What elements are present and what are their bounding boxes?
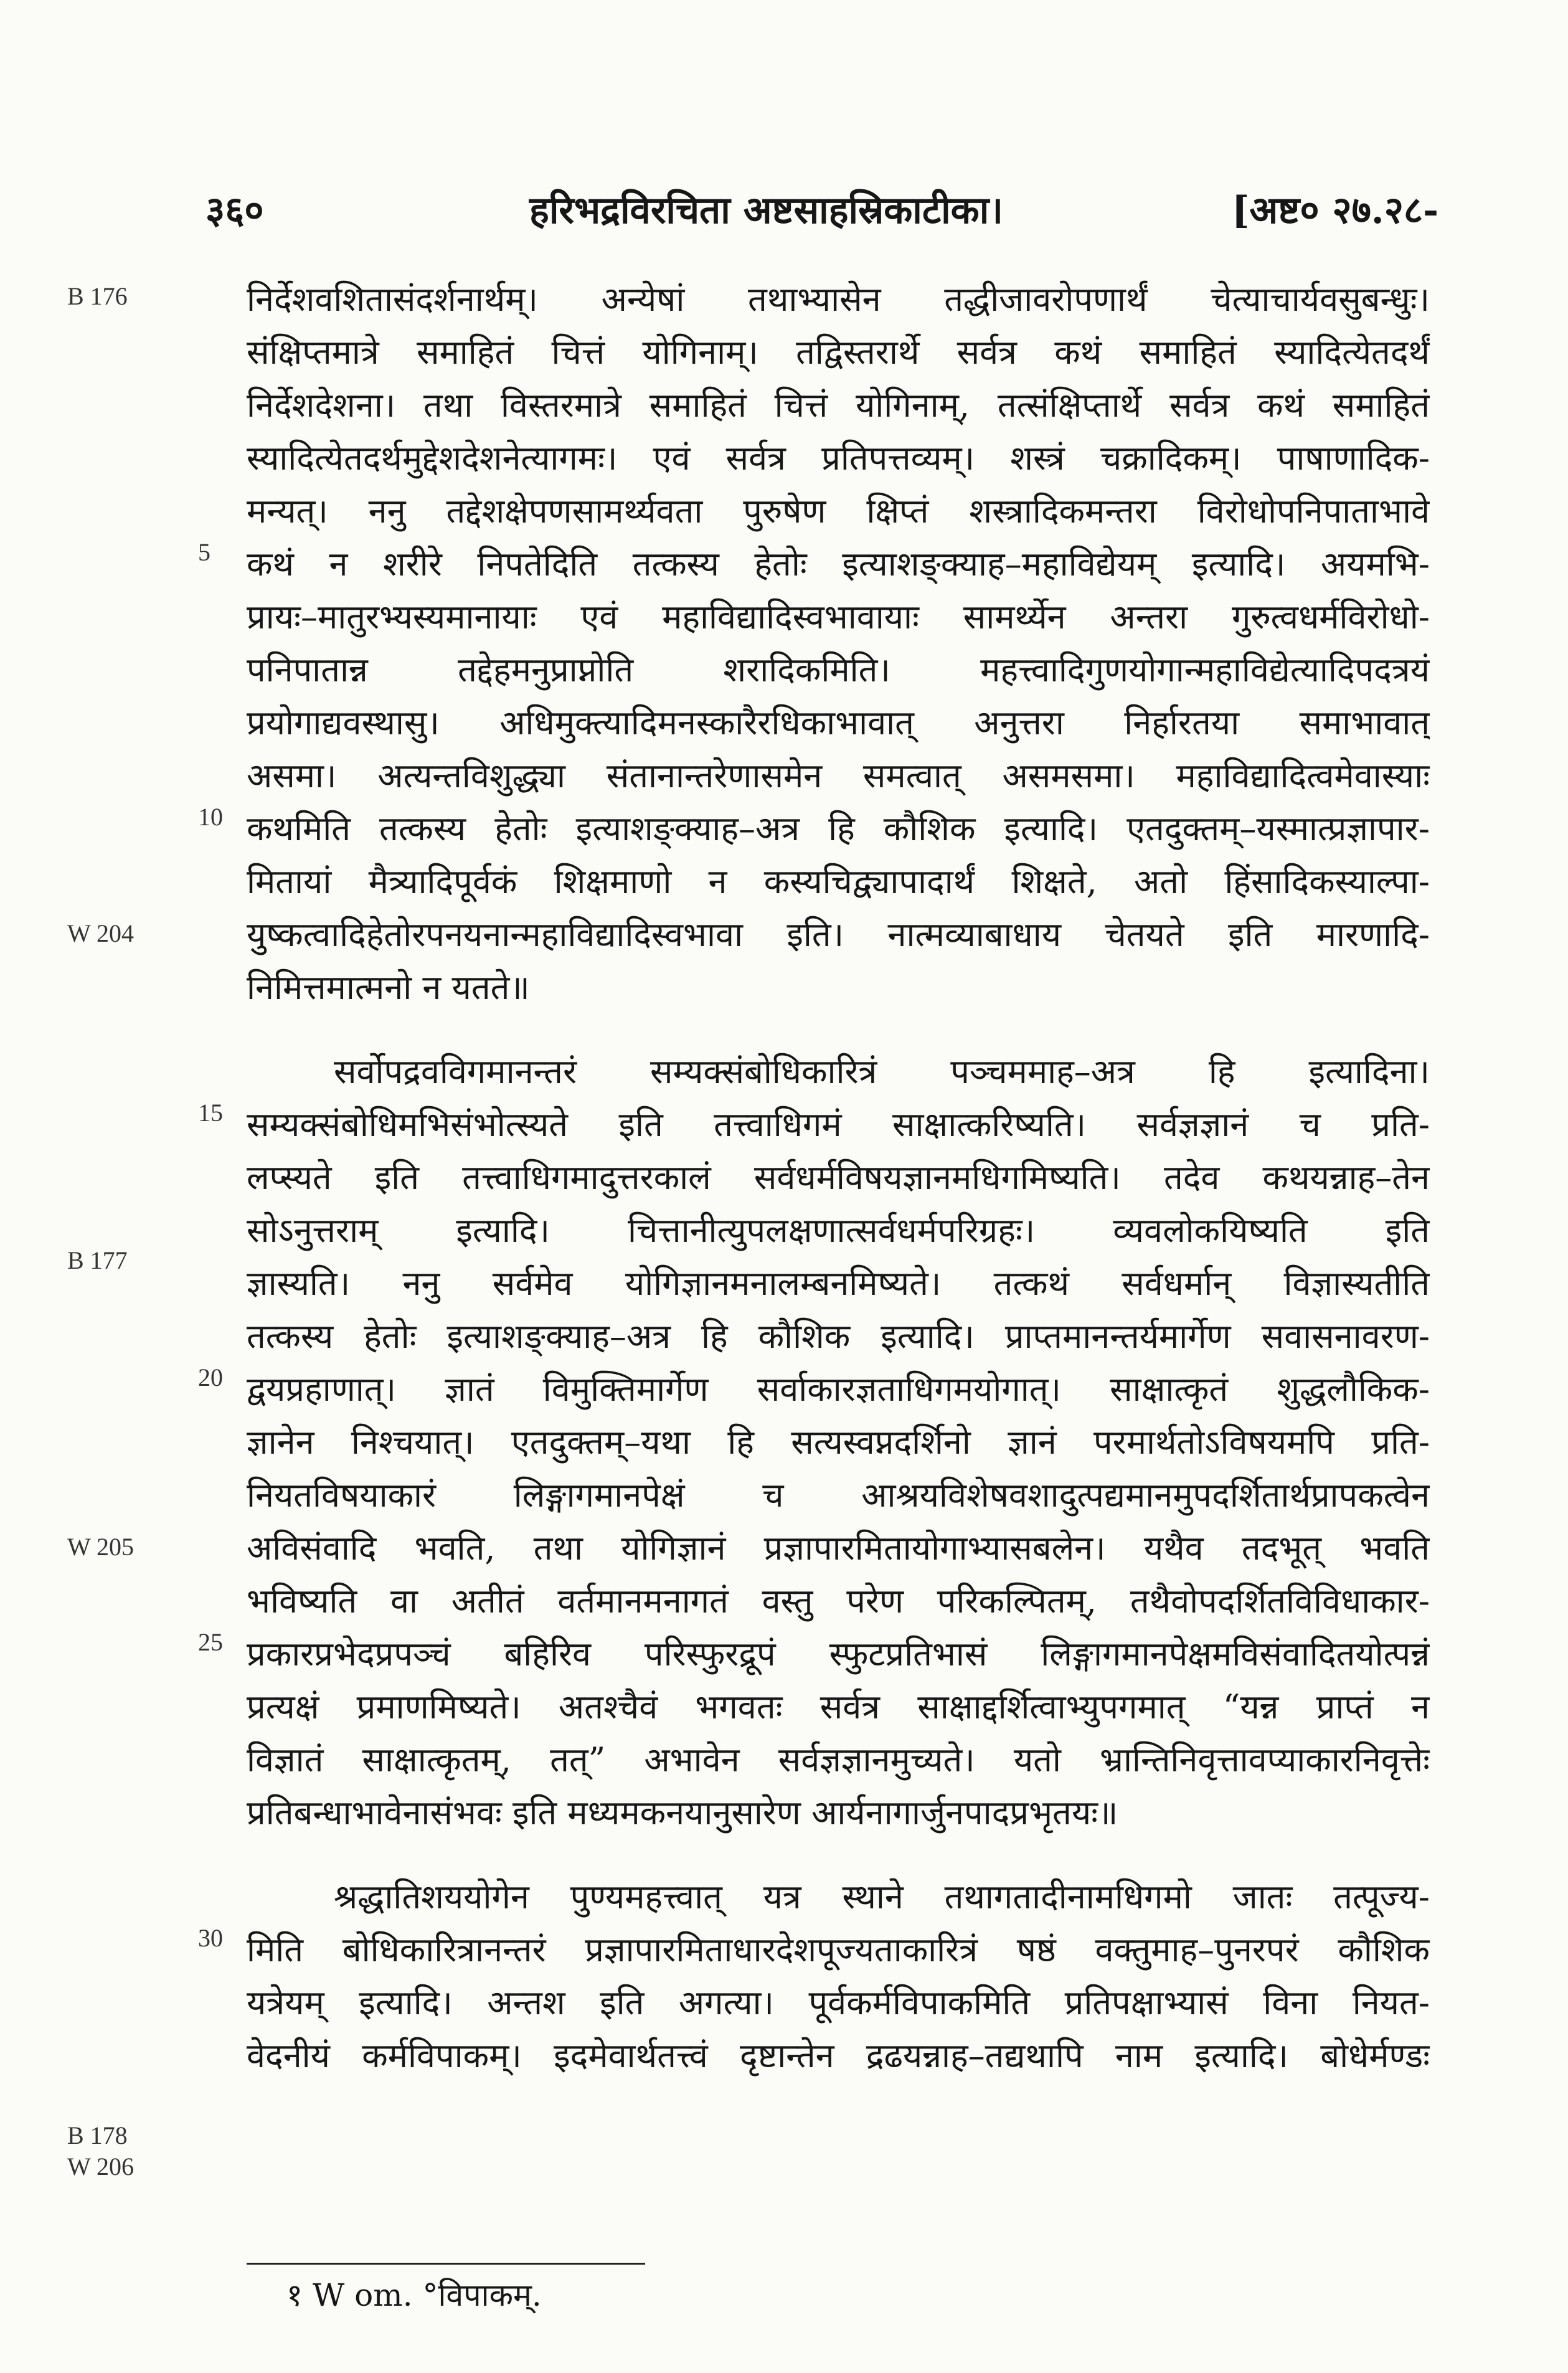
paragraph-3 [247, 1870, 1430, 2082]
margin-ref-b176: B 176 [67, 282, 128, 310]
margin-ref-w206: W 206 [67, 2153, 135, 2181]
text-line: ज्ञानेन निश्चयात्। एतदुक्तम्–यथा हि सत्यस्वप्नदर्शिनो ज्ञानं परमार्थतोऽविषयमपि प्रति- [247, 1423, 1430, 1462]
text-line: ज्ञास्यति। ननु सर्वमेव योगिज्ञानमनालम्बनमिष्यते। तत्कथं सर्वधर्मान् विज्ञास्यतीति [247, 1264, 1430, 1303]
text-line: मितायां मैत्र्यादिपूर्वकं शिक्षमाणो न कस्यचिद्व्यापादार्थं शिक्षते, अतो हिंसादिकस्याल्पा- [247, 862, 1430, 901]
text-line: युष्कत्वादिहेतोरपनयनान्महाविद्यादिस्वभावा इति। नात्मव्याबाधाय चेतयते इति मारणादि- [247, 915, 1430, 954]
page-number: ३६० [205, 189, 264, 232]
text-line: लप्स्यते इति तत्त्वाधिगमादुत्तरकालं सर्वधर्मविषयज्ञानमधिगमिष्यति। तदेव कथयन्नाह–तेन [247, 1158, 1430, 1197]
text-line: द्वयप्रहाणात्। ज्ञातं विमुक्तिमार्गेण सर्वाकारज्ञताधिगमयोगात्। साक्षात्कृतं शुद्धलौकिक- [247, 1370, 1430, 1409]
text-line: प्रतिबन्धाभावेनासंभवः इति मध्यमकनयानुसारेण आर्यनागार्जुनपादप्रभृतयः॥ [247, 1793, 1118, 1832]
line-number-20: 20 [198, 1363, 223, 1391]
text-line: सर्वोपद्रवविगमानन्तरं सम्यक्संबोधिकारित्रं पञ्चममाह–अत्र हि इत्यादिना। [334, 1052, 1430, 1091]
text-line: प्रकारप्रभेदप्रपञ्चं बहिरिव परिस्फुरद्रूपं स्फुटप्रतिभासं लिङ्गागमानपेक्षमविसंवादितयोत्पन्नं [247, 1634, 1430, 1674]
text-line: कथमिति तत्कस्य हेतोः इत्याशङ्क्याह–अत्र हि कौशिक इत्यादि। एतदुक्तम्–यस्मात्प्रज्ञापार- [247, 809, 1430, 848]
body-text [247, 273, 1430, 2082]
footnote: १ W om. °विपाकम्. [286, 2277, 542, 2313]
margin-ref-b177: B 177 [67, 1246, 128, 1274]
text-line: मन्यत्। ननु तद्देशक्षेपणसामर्थ्यवता पुरुषेण क्षिप्तं शस्त्रादिकमन्तरा विरोधोपनिपाताभावे [247, 491, 1430, 531]
text-line: कथं न शरीरे निपतेदिति तत्कस्य हेतोः इत्याशङ्क्याह–महाविद्येयम् इत्यादि। अयमभि- [247, 544, 1430, 584]
text-line: मिति बोधिकारित्रानन्तरं प्रज्ञापारमिताधारदेशपूज्यताकारित्रं षष्ठं वक्तुमाह–पुनरपरं कौशिक [247, 1930, 1430, 1969]
text-line: प्रयोगाद्यवस्थासु। अधिमुक्त्यादिमनस्कारैरधिकाभावात् अनुत्तरा निर्हारतया समाभावात् [247, 703, 1430, 742]
text-line: निर्देशवशितासंदर्शनार्थम्। अन्येषां तथाभ्यासेन तद्धीजावरोपणार्थं चेत्याचार्यवसुबन्धुः। [247, 280, 1430, 319]
text-line: निमित्तमात्मनो न यतते॥ [247, 968, 530, 1007]
text-line: वेदनीयं कर्मविपाकम्। इदमेवार्थतत्त्वं दृष्टान्तेन द्रढयन्नाह–तद्यथापि नाम इत्यादि। बोधेर्मण्डः [247, 2036, 1430, 2075]
text-line: सम्यक्संबोधिमभिसंभोत्स्यते इति तत्त्वाधिगमं साक्षात्करिष्यति। सर्वज्ञज्ञानं च प्रति- [247, 1105, 1430, 1144]
text-line: स्यादित्येतदर्थमुद्देशदेशनेत्यागमः। एवं सर्वत्र प्रतिपत्तव्यम्। शस्त्रं चक्रादिकम्। पाषाणादिक- [247, 438, 1430, 478]
section-reference: [अष्ट० २७.२८- [1232, 189, 1438, 232]
text-line: सोऽनुत्तराम् इत्यादि। चित्तानीत्युपलक्षणात्सर्वधर्मपरिग्रहः। व्यवलोकयिष्यति इति [247, 1211, 1430, 1250]
text-line: असमा। अत्यन्तविशुद्ध्या संतानान्तरेणासमेन समत्वात् असमसमा। महाविद्यादित्वमेवास्याः [247, 756, 1430, 795]
text-line: प्रायः–मातुरभ्यस्यमानायाः एवं महाविद्यादिस्वभावायाः सामर्थ्येन अन्तरा गुरुत्वधर्मविरोधो- [247, 597, 1430, 637]
running-title: हरिभद्रविरचिता अष्टसाहस्रिकाटीका। [529, 189, 1003, 232]
text-line: नियतविषयाकारं लिङ्गागमानपेक्षं च आश्रयविशेषवशादुत्पद्यमानमुपदर्शितार्थप्रापकत्वेन [247, 1475, 1430, 1515]
line-number-30: 30 [198, 1924, 223, 1952]
line-number-25: 25 [198, 1628, 223, 1656]
text-line: प्रत्यक्षं प्रमाणमिष्यते। अतश्चैवं भगवतः सर्वत्र साक्षाद्दर्शित्वाभ्युपगमात् “यन्न प्राप्तं न [247, 1687, 1430, 1726]
text-line: विज्ञातं साक्षात्कृतम्, तत्” अभावेन सर्वज्ञज्ञानमुच्यते। यतो भ्रान्तिनिवृत्तावप्याकारनिवृत्तेः [247, 1740, 1430, 1779]
text-line: निर्देशदेशना। तथा विस्तरमात्रे समाहितं चित्तं योगिनाम्, तत्संक्षिप्तार्थे सर्वत्र कथं समाहितं [247, 386, 1430, 425]
text-line: अविसंवादि भवति, तथा योगिज्ञानं प्रज्ञापारमितायोगाभ्यासबलेन। यथैव तदभूत् भवति [247, 1528, 1430, 1568]
footnote-rule [247, 2263, 645, 2265]
text-line: तत्कस्य हेतोः इत्याशङ्क्याह–अत्र हि कौशिक इत्यादि। प्राप्तमानन्तर्यमार्गेण सवासनावरण- [247, 1317, 1430, 1356]
paragraph-1 [247, 273, 1430, 1014]
text-line: यत्रेयम् इत्यादि। अन्तश इति अगत्या। पूर्वकर्मविपाकमिति प्रतिपक्षाभ्यासं विना नियत- [247, 1983, 1430, 2022]
margin-ref-b178: B 178 [67, 2121, 128, 2149]
margin-ref-w205: W 205 [67, 1533, 135, 1561]
paragraph-2 [247, 1045, 1430, 1839]
running-header [205, 179, 1438, 242]
line-number-15: 15 [198, 1099, 223, 1127]
line-number-5: 5 [198, 538, 210, 566]
text-line: संक्षिप्तमात्रे समाहितं चित्तं योगिनाम्। तद्विस्तरार्थे सर्वत्र कथं समाहितं स्यादित्येतदर्थं [247, 333, 1430, 372]
text-line: भविष्यति वा अतीतं वर्तमानमनागतं वस्तु परेण परिकल्पितम्, तथैवोपदर्शितविविधाकार- [247, 1581, 1430, 1621]
text-line: श्रद्धातिशययोगेन पुण्यमहत्त्वात् यत्र स्थाने तथागतादीनामधिगमो जातः तत्पूज्य- [334, 1877, 1430, 1916]
margin-ref-w204: W 204 [67, 919, 135, 947]
text-line: पनिपातान्न तद्देहमनुप्राप्नोति शरादिकमिति। महत्त्वादिगुणयोगान्महाविद्येत्यादिपदत्रयं [247, 650, 1430, 689]
line-number-10: 10 [198, 803, 223, 831]
